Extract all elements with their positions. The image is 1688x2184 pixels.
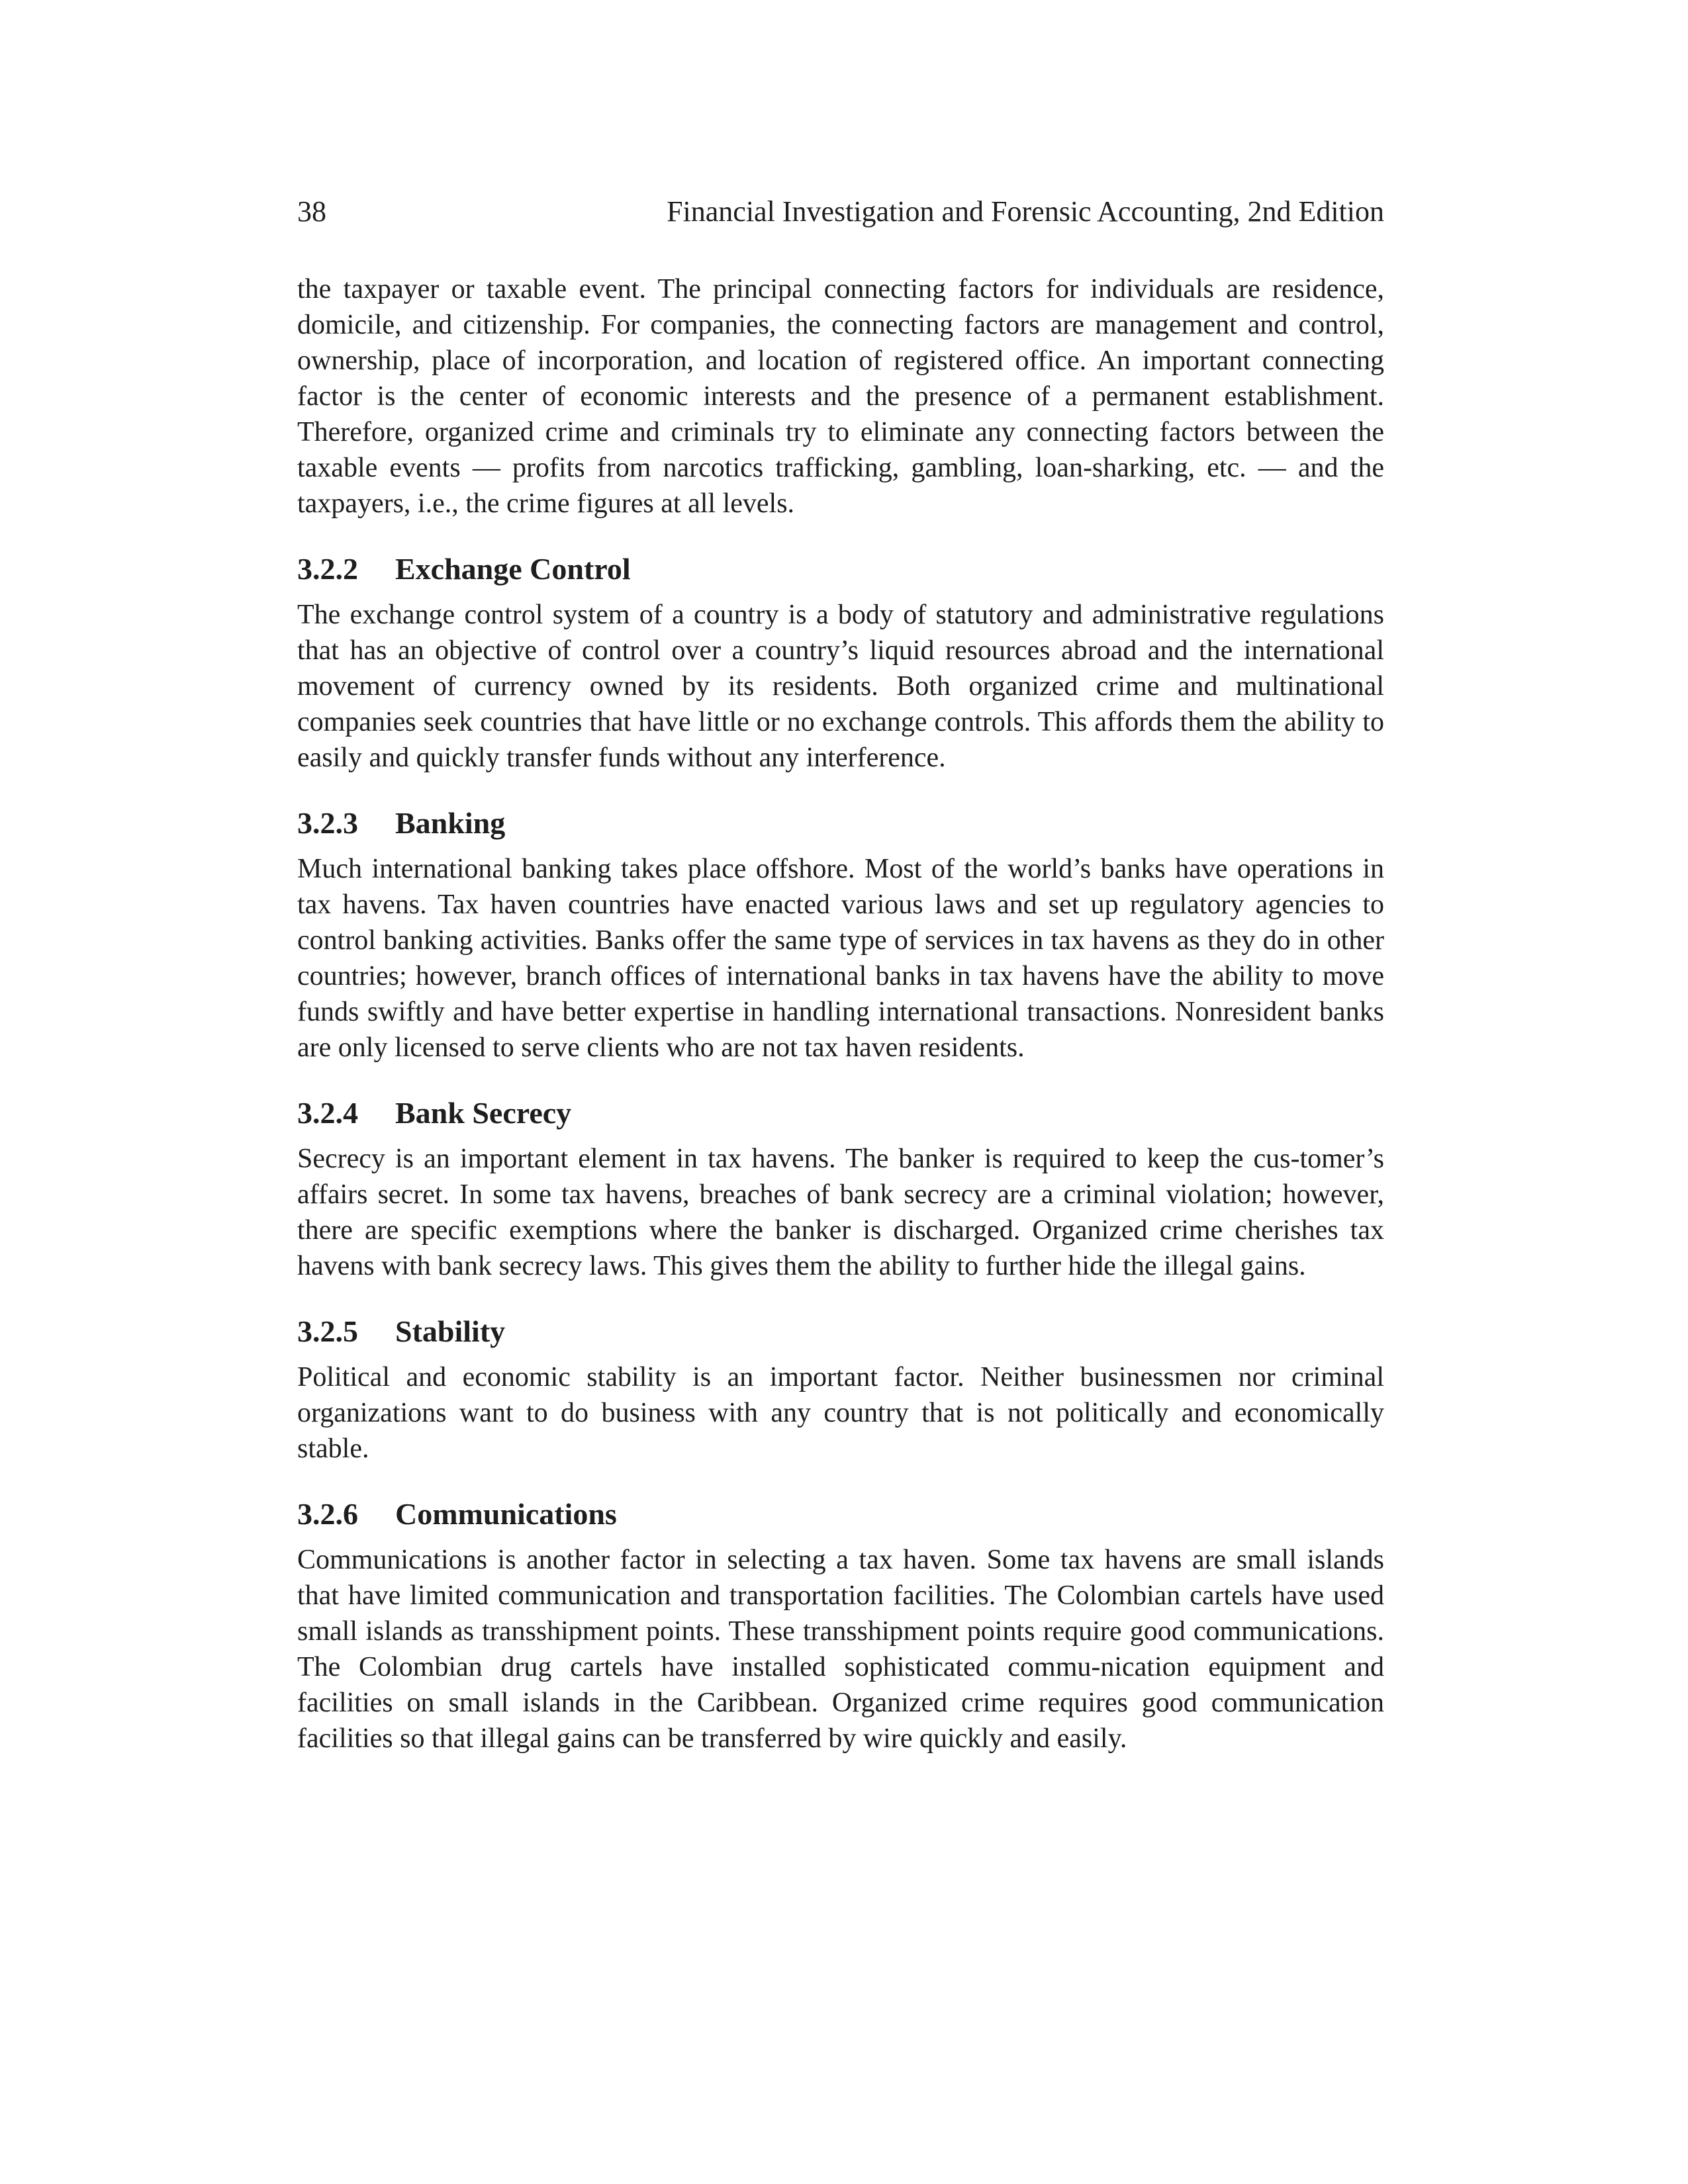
page-number: 38 bbox=[297, 195, 326, 228]
section-heading-exchange-control bbox=[297, 548, 1384, 590]
section-heading-stability bbox=[297, 1310, 1384, 1353]
section-title: Bank Secrecy bbox=[395, 1096, 572, 1130]
document-page bbox=[297, 192, 1384, 1756]
section-heading-bank-secrecy bbox=[297, 1092, 1384, 1134]
section-body-exchange-control: The exchange control system of a country is a body of statutory and administrative regulations that has an objective of control over a country’s liquid resources abroad and the international movement of currency owned by its residents. Both organized crime and multinational companies seek countries that have little or no exchange controls. This affords them the ability to easily and quickly transfer funds without any interference. bbox=[297, 600, 1384, 773]
section-body-bank-secrecy: Secrecy is an important element in tax havens. The banker is required to keep the cus-tomer’s affairs secret. In some tax havens, breaches of bank secrecy are a criminal violation; however, there are specific exemptions where the banker is discharged. Organized crime cherishes tax havens with bank secrecy laws. This gives them the ability to further hide the illegal gains. bbox=[297, 1144, 1384, 1281]
book-title: Financial Investigation and Forensic Accounting, 2nd Edition bbox=[667, 195, 1384, 228]
section-body-communications: Communications is another factor in selecting a tax haven. Some tax havens are small islands that have limited communication and transportation facilities. The Colombian cartels have used small islands as transshipment points. These transshipment points require good communications. The Colombian drug cartels have installed sophisticated commu-nication equipment and facilities on small islands in the Caribbean. Organized crime requires good communication facilities so that illegal gains can be transferred by wire quickly and easily. bbox=[297, 1545, 1384, 1754]
section-heading-communications bbox=[297, 1493, 1384, 1535]
page-content bbox=[297, 271, 1384, 1756]
section-title: Banking bbox=[395, 806, 506, 840]
section-number: 3.2.5 bbox=[297, 1314, 358, 1348]
section-number: 3.2.6 bbox=[297, 1497, 358, 1531]
section-number: 3.2.4 bbox=[297, 1096, 358, 1130]
section-body-banking: Much international banking takes place offshore. Most of the world’s banks have operations in tax havens. Tax haven countries have enacted various laws and set up regulatory agencies to control banking activities. Banks offer the same type of services in tax havens as they do in other countries; however, branch offices of international banks in tax havens have the ability to move funds swiftly and have better expertise in handling international transactions. Nonresident banks are only licensed to serve clients who are not tax haven residents. bbox=[297, 854, 1384, 1063]
section-heading-banking bbox=[297, 802, 1384, 844]
section-body-stability: Political and economic stability is an important factor. Neither businessmen nor criminal organizations want to do business with any country that is not politically and economically stable. bbox=[297, 1362, 1384, 1464]
section-title: Communications bbox=[395, 1497, 617, 1531]
intro-paragraph: the taxpayer or taxable event. The principal connecting factors for individuals are residence, domicile, and citizenship. For companies, the connecting factors are management and control, ownership, place of incorporation, and location of registered office. An important connecting factor is the center of economic interests and the presence of a permanent establishment. Therefore, organized crime and criminals try to eliminate any connecting factors between the taxable events — profits from narcotics trafficking, gambling, loan-sharking, etc. — and the taxpayers, i.e., the crime figures at all levels. bbox=[297, 274, 1384, 519]
section-title: Stability bbox=[395, 1314, 506, 1348]
section-number: 3.2.2 bbox=[297, 552, 358, 586]
section-number: 3.2.3 bbox=[297, 806, 358, 840]
running-header bbox=[297, 192, 1384, 232]
section-title: Exchange Control bbox=[395, 552, 631, 586]
